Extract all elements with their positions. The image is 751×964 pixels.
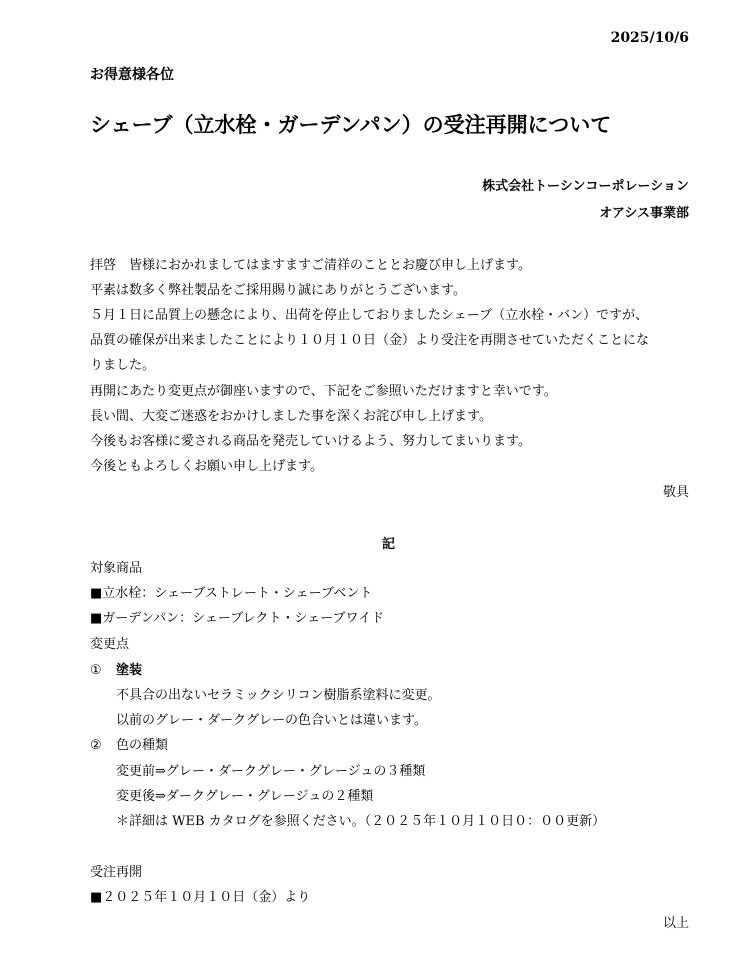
change-title: 塗装 <box>116 663 143 678</box>
document-date: 2025/10/6 <box>610 30 689 46</box>
body-line: ５月１日に品質上の懸念により、出荷を停止しておりましたシェーブ（立水栓・バン）ですが、 <box>90 308 649 323</box>
resume-label: 受注再開 <box>90 865 143 880</box>
body-line: 品質の確保が出来ましたことにより１０月１０日（金）より受注を再開させていただくことにな <box>90 333 650 348</box>
change-number: ② <box>90 738 102 753</box>
change-detail: 変更前⇒グレー・ダークグレー・グレージュの３種類 <box>116 764 426 779</box>
change-title: 色の種類 <box>116 738 169 753</box>
body-line: りました。 <box>90 358 156 373</box>
end-mark: 以上 <box>662 916 689 931</box>
product-item: ■立水栓：シェーブストレート・シェーブベント <box>90 586 373 601</box>
body-line: 今後もお客様に愛される商品を発売していけるよう、努力してまいります。 <box>90 434 531 449</box>
body-line: 拝啓 皆様におかれましてはますますご清祥のこととお慶び申し上げます。 <box>90 258 531 273</box>
company-name: 株式会社トーシンコーポレーション <box>482 179 689 194</box>
body-line: 今後ともよろしくお願い申し上げます。 <box>90 459 323 474</box>
body-line: 再開にあたり変更点が御座いますので、下記をご参照いただけますと幸いです。 <box>90 384 557 399</box>
change-number: ① <box>90 663 102 678</box>
body-line: 長い間、大変ご迷惑をおかけしました事を深くお詫び申し上げます。 <box>90 409 492 424</box>
products-label: 対象商品 <box>90 561 143 576</box>
department-name: オアシス事業部 <box>599 206 689 221</box>
product-item: ■ガーデンパン：シェーブレクト・シェーブワイド <box>90 611 385 626</box>
changes-label: 変更点 <box>90 637 130 652</box>
body-line: 平素は数多く弊社製品をご採用賜り誠にありがとうございます。 <box>90 283 466 298</box>
change-detail: 不具合の出ないセラミックシリコン樹脂系塗料に変更。 <box>116 688 441 703</box>
recipient: お得意様各位 <box>90 67 174 83</box>
change-detail: 変更後⇒ダークグレー・グレージュの２種類 <box>116 789 374 804</box>
catalog-note: ＊詳細は WEB カタログを参照ください。（２０２５年１０月１０日０：００更新） <box>116 814 606 829</box>
notes-heading: 記 <box>382 537 396 552</box>
change-detail: 以前のグレー・ダークグレーの色合いとは違います。 <box>116 713 427 728</box>
document-title: シェーブ（立水栓・ガーデンパン）の受注再開について <box>90 112 612 137</box>
resume-date: ■２０２５年１０月１０日（金）より <box>90 890 311 905</box>
closing-keigu: 敬具 <box>662 485 689 500</box>
